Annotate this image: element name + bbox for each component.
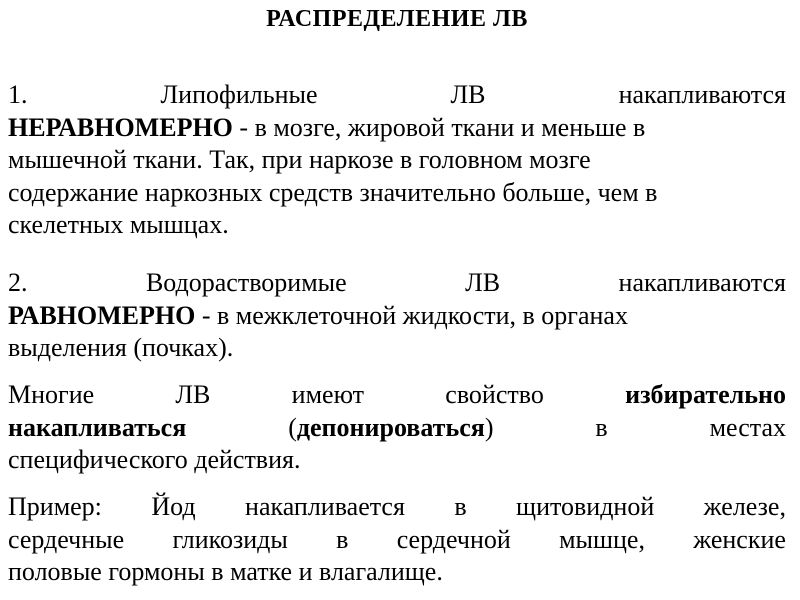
emphasis-text: избирательно [625,380,786,409]
word: ЛВ [175,380,211,409]
text-line: специфического действия. [8,445,301,474]
word: накапливаются [618,268,786,297]
text-line [8,524,786,557]
word: Липофильные [160,80,318,109]
word: Йод [151,492,196,521]
emphasis-text: депонироваться [296,412,485,442]
emphasis-text: накапливаться [8,412,187,442]
paragraph-lipophilic [8,79,786,242]
text-line: мышечной ткани. Так, при наркозе в головном мозге [8,145,591,174]
word: Многие [8,380,95,409]
paren-close: ) [484,412,494,442]
word: гликозиды [172,524,288,554]
word: женские [693,524,786,554]
word: железе, [703,492,786,521]
emphasis-text: РАВНОМЕРНО [8,300,196,330]
text: - в мозге, жировой ткани и меньше в [232,112,646,142]
word: свойство [445,380,544,409]
word: сердечной [396,524,511,554]
word: в [336,524,349,554]
word: ЛВ [450,80,486,109]
emphasis-text: НЕРАВНОМЕРНО [8,112,233,142]
text-line [8,491,786,524]
text-line [8,412,786,445]
paragraph-example [8,491,786,589]
word-group [288,412,493,445]
word: в [595,412,608,442]
text-line: половые гормоны в матке и влагалище. [8,557,443,586]
text-line: выделения (почках). [8,333,234,362]
text-line: содержание наркозных средств значительно больше, чем в [8,177,658,207]
word: сердечные [8,524,125,554]
text-line [8,112,786,145]
word: Водорастворимые [145,268,347,297]
word: местах [709,412,786,442]
text: - в межклеточной жидкости, в органах [195,300,628,330]
paragraph-selective-accumulation [8,379,786,477]
slide-title: РАСПРЕДЕЛЕНИЕ ЛВ [266,6,528,32]
paragraph-water-soluble [8,267,786,365]
word: Пример: [8,492,102,521]
word: ЛВ [465,268,501,297]
paren-open: ( [288,412,297,442]
word: мышце, [559,524,645,554]
item-number: 2. [8,268,28,297]
word: накапливаются [618,80,786,109]
text-line: скелетных мышцах. [8,210,229,239]
text-line [8,300,786,333]
word: накапливается [245,492,405,521]
word: имеют [291,380,365,409]
text-line [8,79,786,112]
slide [8,0,786,600]
text-line [8,267,786,300]
text-line [8,379,786,412]
word: щитовидной [516,492,655,521]
word: в [454,492,467,521]
item-number: 1. [8,80,28,109]
